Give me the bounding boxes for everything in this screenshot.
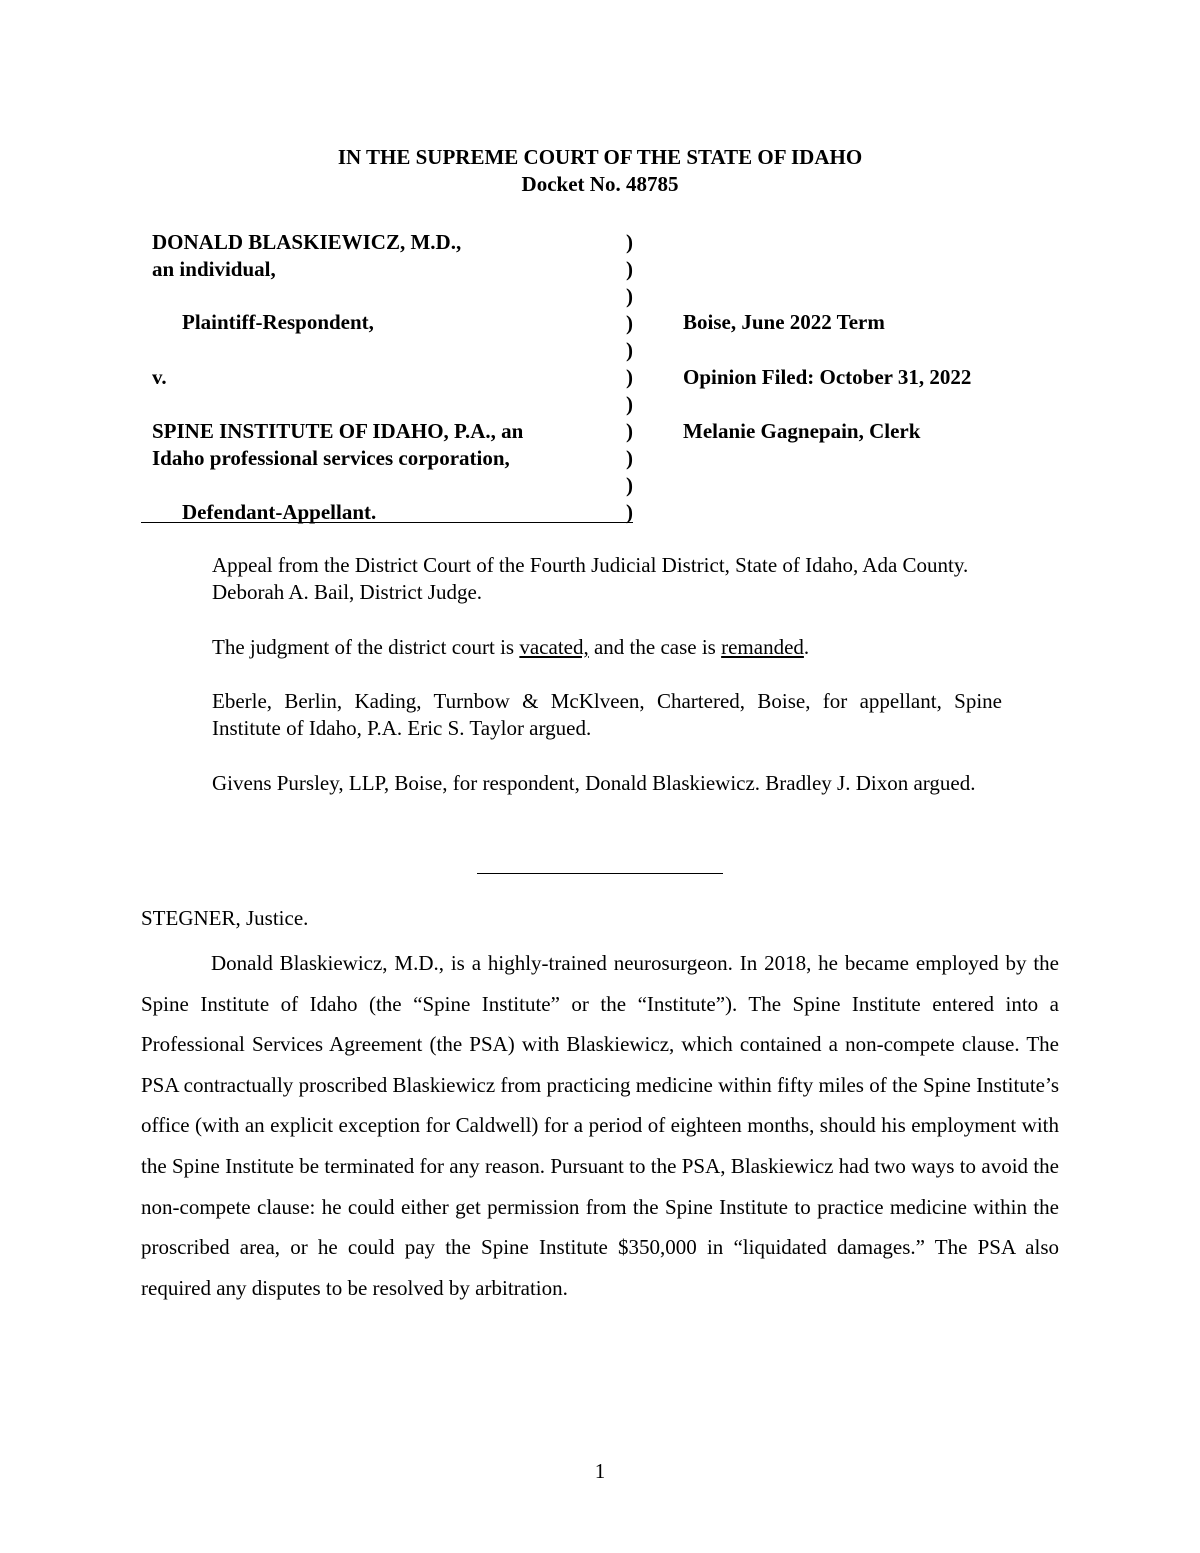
appellant-counsel [212,688,1002,742]
versus-label: v. [152,365,167,389]
judgment-text-start: The judgment of the district court is [212,635,520,659]
caption-underline [141,522,633,523]
caption-paren: ) [626,311,633,335]
defendant-name: SPINE INSTITUTE OF IDAHO, P.A., an [152,419,524,443]
court-title: IN THE SUPREME COURT OF THE STATE OF IDAHO [337,145,863,169]
opinion-paragraph: Donald Blaskiewicz, M.D., is a highly-trained neurosurgeon. In 2018, he became employed by the Spine Institute of Idaho (the “Spine Institute” or the “Institute”). The Spine Institute entered into a Professional Services Agreement (the PSA) with Blaskiewicz, which contained a non-compete clause. The PSA contractually proscribed Blaskiewicz from practicing medicine within fifty miles of the Spine Institute’s office (with an explicit exception for Caldwell) for a period of eighteen months, should his employment with the Spine Institute be terminated for any reason. Pursuant to the PSA, Blaskiewicz had two ways to avoid the non-compete clause: he could either get permission from the Spine Institute to practice medicine within the proscribed area, or he could pay the Spine Institute $350,000 in “liquidated damages.” The PSA also required any disputes to be resolved by arbitration. [141,951,1059,1300]
caption-paren: ) [626,365,633,389]
plaintiff-name: DONALD BLASKIEWICZ, M.D., [152,230,462,254]
appellant-counsel-text: Eberle, Berlin, Kading, Turnbow & McKlveen, Chartered, Boise, for appellant, Spine Institute of Idaho, P.A. Eric S. Taylor argued. [212,689,1002,740]
caption-paren: ) [626,392,633,416]
caption-paren: ) [626,500,633,524]
judgment-statement [212,634,1002,661]
appeal-origin [212,552,1002,606]
court-clerk: Melanie Gagnepain, Clerk [683,419,921,443]
judgment-text [212,634,1002,661]
caption-paren: ) [626,284,633,308]
caption-paren: ) [626,419,633,443]
judgment-text-end: . [803,635,810,659]
caption-paren: ) [626,446,633,470]
respondent-counsel [212,770,1002,797]
opinion-author: STEGNER, Justice. [141,906,309,930]
defendant-description: Idaho professional services corporation, [152,446,510,470]
plaintiff-description: an individual, [152,257,276,281]
opinion-filed-date: Opinion Filed: October 31, 2022 [683,365,972,389]
caption-paren: ) [626,473,633,497]
plaintiff-role: Plaintiff-Respondent, [182,310,374,334]
appeal-origin-text: Appeal from the District Court of the Fourth Judicial District, State of Idaho, Ada County. Deborah A. Bail, District Judge. [212,553,969,604]
caption-paren: ) [626,257,633,281]
respondent-counsel-text: Givens Pursley, LLP, Boise, for respondent, Donald Blaskiewicz. Bradley J. Dixon argued. [212,771,976,795]
section-separator [477,873,723,874]
vacated-term: vacated, [519,635,589,659]
caption-paren: ) [626,338,633,362]
defendant-role: Defendant-Appellant. [182,500,377,524]
court-term: Boise, June 2022 Term [683,310,885,334]
judgment-text-middle: and the case is [588,635,722,659]
docket-number: Docket No. 48785 [521,172,679,196]
page-number: 1 [594,1459,606,1483]
remanded-term: remanded [721,635,804,659]
caption-paren: ) [626,230,633,254]
